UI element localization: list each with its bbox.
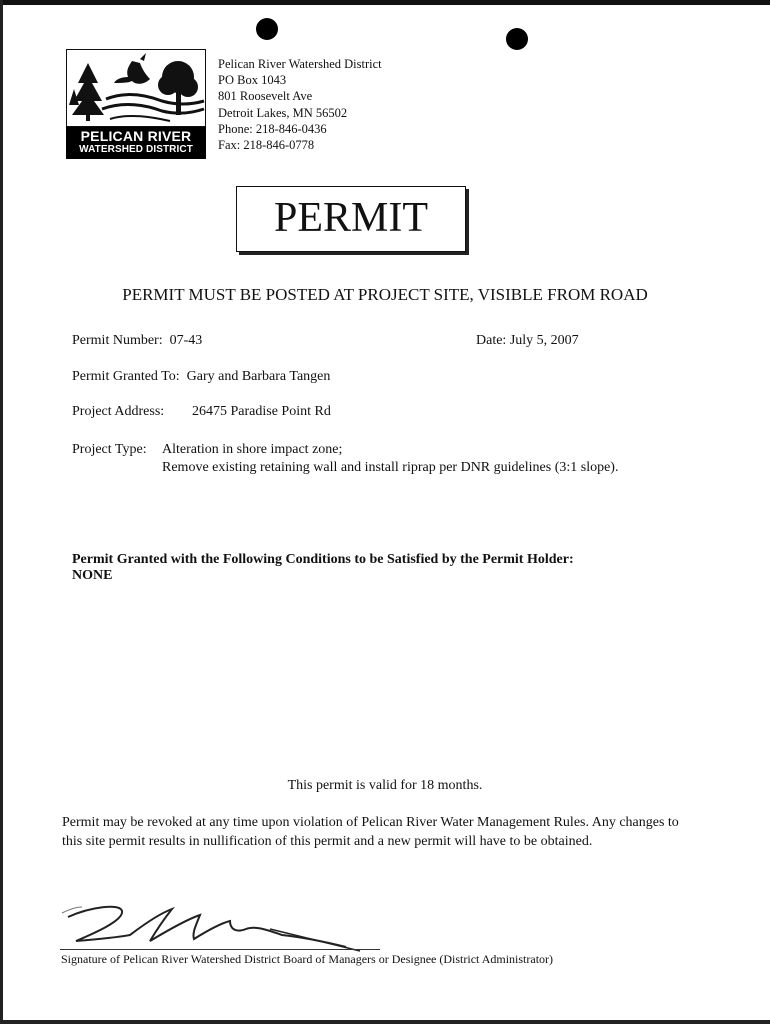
permit-date-label: Date:: [476, 333, 507, 348]
district-address-block: [218, 56, 382, 153]
punch-hole: [256, 18, 278, 40]
permit-title-box: [236, 186, 466, 252]
granted-to-label: Permit Granted To:: [72, 369, 180, 384]
project-type-line-2: Remove existing retaining wall and install riprap per DNR guidelines (3:1 slope).: [162, 460, 619, 475]
permit-date-row: [476, 332, 579, 350]
address-line: Pelican River Watershed District: [218, 57, 382, 71]
conditions-heading: Permit Granted with the Following Conditions to be Satisfied by the Permit Holder:: [72, 552, 574, 567]
permit-number-value: 07-43: [169, 333, 203, 348]
posting-notice: PERMIT MUST BE POSTED AT PROJECT SITE, VISIBLE FROM ROAD: [122, 285, 648, 304]
district-logo: [66, 49, 206, 159]
punch-hole: [506, 28, 528, 50]
granted-to-row: [72, 368, 330, 386]
conditions-value: NONE: [72, 568, 113, 583]
permit-date-value: July 5, 2007: [509, 333, 579, 348]
validity-statement: This permit is valid for 18 months.: [287, 778, 483, 793]
permit-number-row: [72, 332, 202, 350]
logo-landscape-graphic: [66, 49, 206, 127]
fax-line: Fax: 218-846-0778: [218, 138, 315, 153]
project-type-line-1: Alteration in shore impact zone;: [162, 442, 343, 457]
logo-line-1: PELICAN RIVER: [80, 128, 192, 144]
project-type-label: Project Type:: [72, 442, 147, 457]
address-line: PO Box 1043: [218, 73, 287, 88]
page-title: PERMIT: [273, 195, 428, 241]
project-address-label: Project Address:: [72, 404, 165, 419]
signature-line: [60, 949, 380, 950]
granted-to-value: Gary and Barbara Tangen: [186, 369, 331, 384]
logo-line-2: WATERSHED DISTRICT: [79, 144, 193, 155]
scan-edge-bottom: [0, 1020, 770, 1024]
address-line: Detroit Lakes, MN 56502: [218, 105, 348, 120]
project-address-value: 26475 Paradise Point Rd: [192, 404, 331, 419]
signature-caption: Signature of Pelican River Watershed District Board of Managers or Designee (District Administrator): [61, 952, 554, 966]
address-line: 801 Roosevelt Ave: [218, 89, 313, 104]
scan-edge-top: [0, 0, 770, 5]
logo-wordmark: [66, 127, 206, 159]
scan-edge-left: [0, 0, 3, 1024]
revocation-statement: Permit may be revoked at any time upon violation of Pelican River Water Management Rules. Any changes to this site permit results in nullification of this permit and a new permit will have to be obtained.: [62, 815, 679, 849]
handwritten-signature: [60, 895, 380, 955]
permit-number-label: Permit Number:: [72, 333, 163, 348]
phone-line: Phone: 218-846-0436: [218, 121, 327, 136]
